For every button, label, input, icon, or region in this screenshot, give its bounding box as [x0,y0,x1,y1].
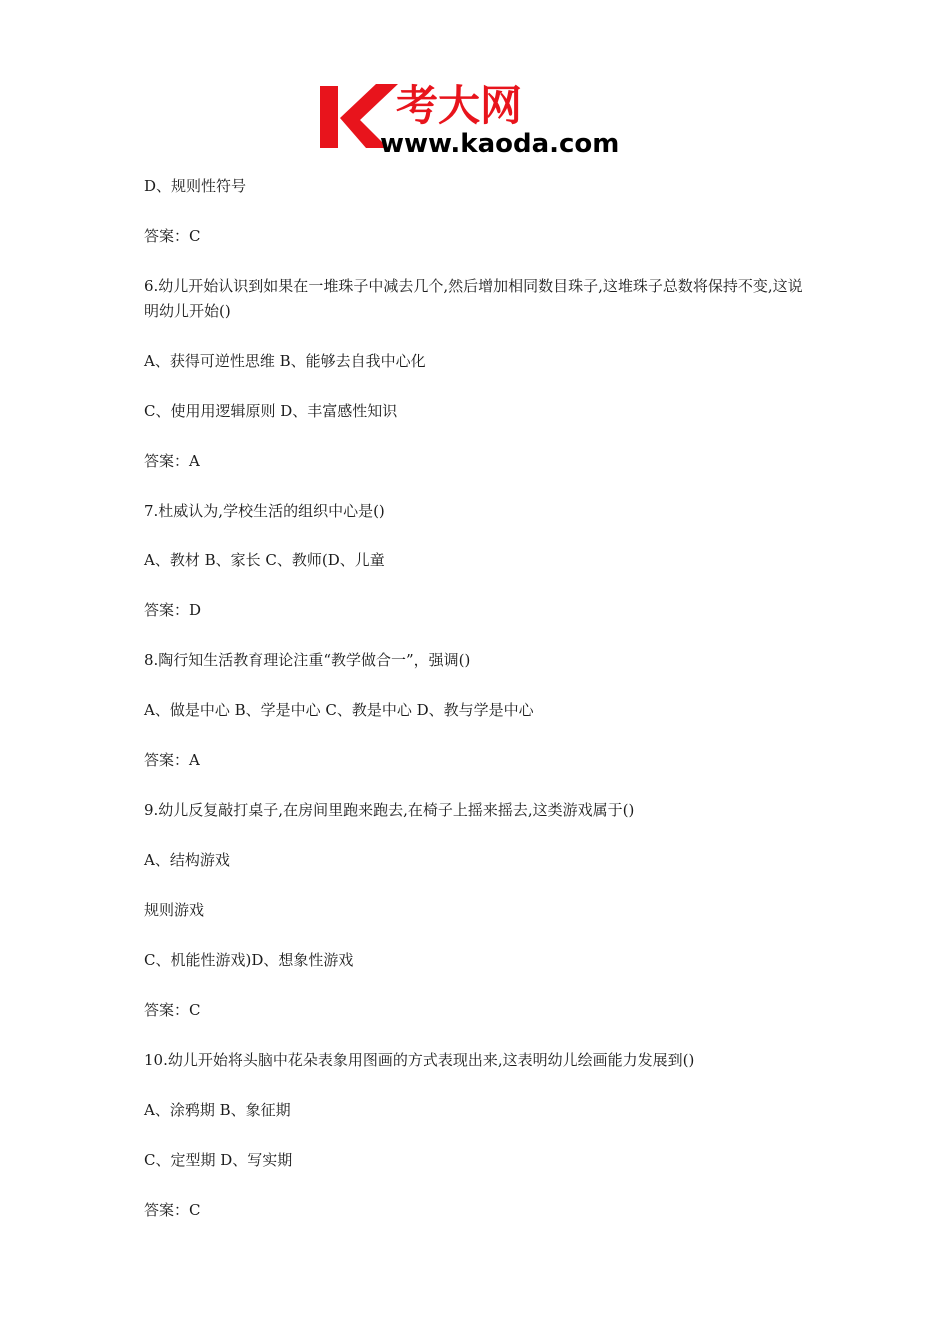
option-line: C、机能性游戏)D、想象性游戏 [144,951,354,970]
logo-brand-text: 考大网 [396,81,523,130]
kaoda-logo [318,78,640,160]
answer-line: 答案：C [144,226,201,245]
answer-line: 答案：C [144,1201,201,1220]
answer-line: 答案：A [144,451,200,470]
question-9: 9.幼儿反复敲打桌子,在房间里跑来跑去,在椅子上摇来摇去,这类游戏属于() [144,801,635,820]
question-7: 7.杜威认为,学校生活的组织中心是() [144,501,385,520]
option-line: A、教材 B、家长 C、教师(D、儿童 [144,551,385,570]
option-line: 规则游戏 [144,901,205,920]
answer-line: 答案：C [144,1001,201,1020]
option-line: A、获得可逆性思维 B、能够去自我中心化 [144,351,426,370]
option-line: A、涂鸦期 B、象征期 [144,1101,291,1120]
option-line: A、结构游戏 [144,851,230,870]
answer-line: 答案：A [144,751,200,770]
kaoda-logo-graphic [318,78,640,160]
logo-k-stem [320,86,338,148]
logo-url-text: www.kaoda.com [380,129,620,159]
answer-line: 答案：D [144,601,202,620]
document-body [144,174,814,1223]
question-6: 6.幼儿开始认识到如果在一堆珠子中减去几个,然后增加相同数目珠子,这堆珠子总数将保持不变,这说明幼儿开始() [144,276,803,320]
question-10: 10.幼儿开始将头脑中花朵表象用图画的方式表现出来,这表明幼儿绘画能力发展到() [144,1051,695,1070]
option-line: C、使用用逻辑原则 D、丰富感性知识 [144,401,398,420]
question-8: 8.陶行知生活教育理论注重“教学做合一”，强调() [144,651,471,670]
option-line: C、定型期 D、写实期 [144,1151,293,1170]
option-line: A、做是中心 B、学是中心 C、教是中心 D、教与学是中心 [144,701,534,720]
option-line: D、规则性符号 [144,177,247,195]
